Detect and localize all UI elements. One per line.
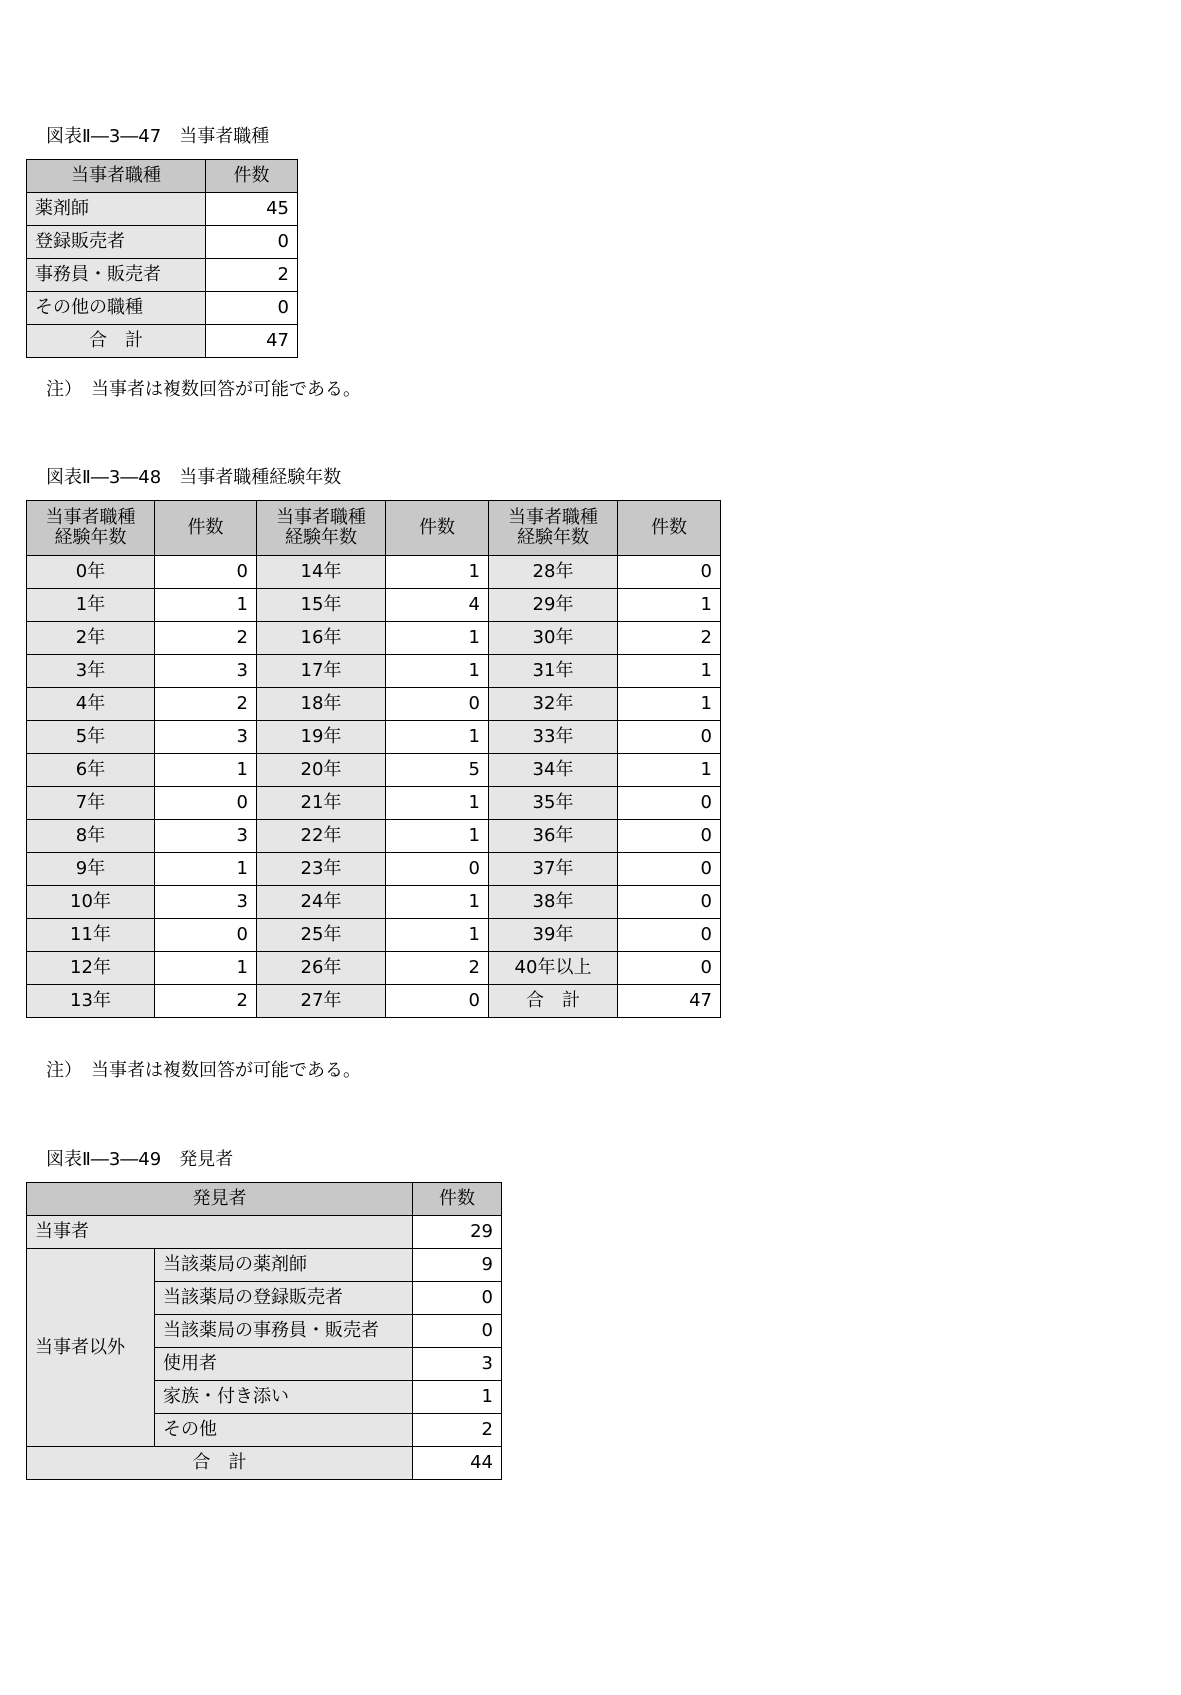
years-count: 1 bbox=[386, 622, 489, 655]
years-label: 9年 bbox=[27, 853, 155, 886]
table-47-note: 注） 当事者は複数回答が可能である。 bbox=[46, 379, 361, 400]
table-header-row bbox=[27, 1183, 502, 1216]
row-value: 45 bbox=[206, 193, 298, 226]
header-count: 件数 bbox=[155, 501, 257, 556]
years-label: 40年以上 bbox=[489, 952, 618, 985]
row-value: 0 bbox=[413, 1315, 502, 1348]
table-48 bbox=[26, 500, 721, 1018]
years-count: 2 bbox=[155, 688, 257, 721]
total-value: 47 bbox=[206, 325, 298, 358]
years-label: 27年 bbox=[257, 985, 386, 1018]
years-count: 3 bbox=[155, 886, 257, 919]
years-label: 13年 bbox=[27, 985, 155, 1018]
years-label: 36年 bbox=[489, 820, 618, 853]
row-value: 1 bbox=[413, 1381, 502, 1414]
row-value: 9 bbox=[413, 1249, 502, 1282]
years-label: 19年 bbox=[257, 721, 386, 754]
years-count: 0 bbox=[155, 919, 257, 952]
years-count: 0 bbox=[618, 886, 721, 919]
years-count: 1 bbox=[155, 952, 257, 985]
table-row bbox=[27, 292, 298, 325]
years-label: 24年 bbox=[257, 886, 386, 919]
total-label: 合 計 bbox=[27, 325, 206, 358]
row-label: 当該薬局の登録販売者 bbox=[155, 1282, 413, 1315]
years-label: 11年 bbox=[27, 919, 155, 952]
row-label: 使用者 bbox=[155, 1348, 413, 1381]
years-label: 3年 bbox=[27, 655, 155, 688]
table-row bbox=[27, 655, 721, 688]
years-count: 1 bbox=[155, 853, 257, 886]
years-label: 23年 bbox=[257, 853, 386, 886]
header-occupation: 当事者職種 bbox=[27, 160, 206, 193]
years-label: 37年 bbox=[489, 853, 618, 886]
years-count: 1 bbox=[155, 754, 257, 787]
years-count: 1 bbox=[386, 655, 489, 688]
group-label: 当事者以外 bbox=[27, 1249, 155, 1447]
table-47-title: 図表Ⅱ―3―47 当事者職種 bbox=[46, 126, 270, 147]
years-count: 0 bbox=[618, 919, 721, 952]
years-count: 0 bbox=[618, 556, 721, 589]
years-count: 0 bbox=[618, 952, 721, 985]
years-label: 7年 bbox=[27, 787, 155, 820]
years-label: 31年 bbox=[489, 655, 618, 688]
years-count: 0 bbox=[155, 787, 257, 820]
years-count: 3 bbox=[155, 655, 257, 688]
row-label: 当該薬局の薬剤師 bbox=[155, 1249, 413, 1282]
years-count: 1 bbox=[618, 589, 721, 622]
table-row bbox=[27, 589, 721, 622]
years-label: 2年 bbox=[27, 622, 155, 655]
table-row bbox=[27, 919, 721, 952]
years-count: 1 bbox=[618, 754, 721, 787]
table-header-row bbox=[27, 160, 298, 193]
years-label: 38年 bbox=[489, 886, 618, 919]
years-label: 16年 bbox=[257, 622, 386, 655]
table-row bbox=[27, 1249, 502, 1282]
years-count: 1 bbox=[386, 787, 489, 820]
header-count: 件数 bbox=[413, 1183, 502, 1216]
years-count: 0 bbox=[618, 820, 721, 853]
years-count: 0 bbox=[618, 721, 721, 754]
header-years: 当事者職種 経験年数 bbox=[257, 501, 386, 556]
table-row bbox=[27, 754, 721, 787]
table-row bbox=[27, 622, 721, 655]
total-value: 44 bbox=[413, 1447, 502, 1480]
years-label: 15年 bbox=[257, 589, 386, 622]
row-value: 0 bbox=[206, 226, 298, 259]
row-value: 0 bbox=[206, 292, 298, 325]
row-label: 薬剤師 bbox=[27, 193, 206, 226]
table-row bbox=[27, 688, 721, 721]
table-row bbox=[27, 259, 298, 292]
years-count: 2 bbox=[155, 622, 257, 655]
header-years: 当事者職種 経験年数 bbox=[27, 501, 155, 556]
years-label: 17年 bbox=[257, 655, 386, 688]
row-value: 2 bbox=[413, 1414, 502, 1447]
table-48-note: 注） 当事者は複数回答が可能である。 bbox=[46, 1060, 361, 1081]
years-count: 3 bbox=[155, 820, 257, 853]
years-count: 2 bbox=[386, 952, 489, 985]
years-count: 1 bbox=[386, 721, 489, 754]
row-label: 当事者 bbox=[27, 1216, 413, 1249]
years-count: 0 bbox=[386, 688, 489, 721]
row-label: 当該薬局の事務員・販売者 bbox=[155, 1315, 413, 1348]
header-discoverer: 発見者 bbox=[27, 1183, 413, 1216]
years-label: 22年 bbox=[257, 820, 386, 853]
years-label: 20年 bbox=[257, 754, 386, 787]
years-label: 28年 bbox=[489, 556, 618, 589]
header-count: 件数 bbox=[618, 501, 721, 556]
years-count: 1 bbox=[618, 655, 721, 688]
years-count: 0 bbox=[618, 853, 721, 886]
total-row bbox=[27, 1447, 502, 1480]
years-count: 1 bbox=[386, 556, 489, 589]
years-label: 14年 bbox=[257, 556, 386, 589]
years-label: 4年 bbox=[27, 688, 155, 721]
years-label: 5年 bbox=[27, 721, 155, 754]
years-count: 4 bbox=[386, 589, 489, 622]
years-count: 1 bbox=[386, 886, 489, 919]
table-header-row bbox=[27, 501, 721, 556]
years-label: 21年 bbox=[257, 787, 386, 820]
table-row bbox=[27, 820, 721, 853]
years-label: 33年 bbox=[489, 721, 618, 754]
years-label: 18年 bbox=[257, 688, 386, 721]
years-count: 3 bbox=[155, 721, 257, 754]
row-value: 3 bbox=[413, 1348, 502, 1381]
table-row bbox=[27, 193, 298, 226]
table-row bbox=[27, 1216, 502, 1249]
total-row bbox=[27, 325, 298, 358]
years-label: 6年 bbox=[27, 754, 155, 787]
row-label: 家族・付き添い bbox=[155, 1381, 413, 1414]
total-label: 合 計 bbox=[27, 1447, 413, 1480]
row-label: 登録販売者 bbox=[27, 226, 206, 259]
years-count: 1 bbox=[386, 820, 489, 853]
years-label: 10年 bbox=[27, 886, 155, 919]
table-row bbox=[27, 886, 721, 919]
header-count: 件数 bbox=[206, 160, 298, 193]
table-row bbox=[27, 721, 721, 754]
years-count: 0 bbox=[386, 853, 489, 886]
years-count: 0 bbox=[155, 556, 257, 589]
row-value: 2 bbox=[206, 259, 298, 292]
row-label: その他の職種 bbox=[27, 292, 206, 325]
row-value: 29 bbox=[413, 1216, 502, 1249]
header-years: 当事者職種 経験年数 bbox=[489, 501, 618, 556]
table-row bbox=[27, 985, 721, 1018]
table-row bbox=[27, 556, 721, 589]
row-value: 0 bbox=[413, 1282, 502, 1315]
years-label: 8年 bbox=[27, 820, 155, 853]
years-count: 1 bbox=[618, 688, 721, 721]
table-row bbox=[27, 952, 721, 985]
years-label: 30年 bbox=[489, 622, 618, 655]
years-count: 1 bbox=[155, 589, 257, 622]
row-label: その他 bbox=[155, 1414, 413, 1447]
years-count: 5 bbox=[386, 754, 489, 787]
years-label: 合 計 bbox=[489, 985, 618, 1018]
years-label: 32年 bbox=[489, 688, 618, 721]
years-count: 0 bbox=[618, 787, 721, 820]
years-count: 0 bbox=[386, 985, 489, 1018]
table-49 bbox=[26, 1182, 502, 1480]
years-count: 2 bbox=[155, 985, 257, 1018]
years-label: 35年 bbox=[489, 787, 618, 820]
years-count: 2 bbox=[618, 622, 721, 655]
years-count: 47 bbox=[618, 985, 721, 1018]
table-row bbox=[27, 853, 721, 886]
years-label: 26年 bbox=[257, 952, 386, 985]
table-48-title: 図表Ⅱ―3―48 当事者職種経験年数 bbox=[46, 467, 342, 488]
years-label: 0年 bbox=[27, 556, 155, 589]
years-label: 29年 bbox=[489, 589, 618, 622]
years-label: 12年 bbox=[27, 952, 155, 985]
years-label: 39年 bbox=[489, 919, 618, 952]
table-row bbox=[27, 787, 721, 820]
years-count: 1 bbox=[386, 919, 489, 952]
header-count: 件数 bbox=[386, 501, 489, 556]
years-label: 1年 bbox=[27, 589, 155, 622]
table-47 bbox=[26, 159, 298, 358]
table-row bbox=[27, 226, 298, 259]
years-label: 25年 bbox=[257, 919, 386, 952]
table-49-title: 図表Ⅱ―3―49 発見者 bbox=[46, 1149, 234, 1170]
years-label: 34年 bbox=[489, 754, 618, 787]
row-label: 事務員・販売者 bbox=[27, 259, 206, 292]
